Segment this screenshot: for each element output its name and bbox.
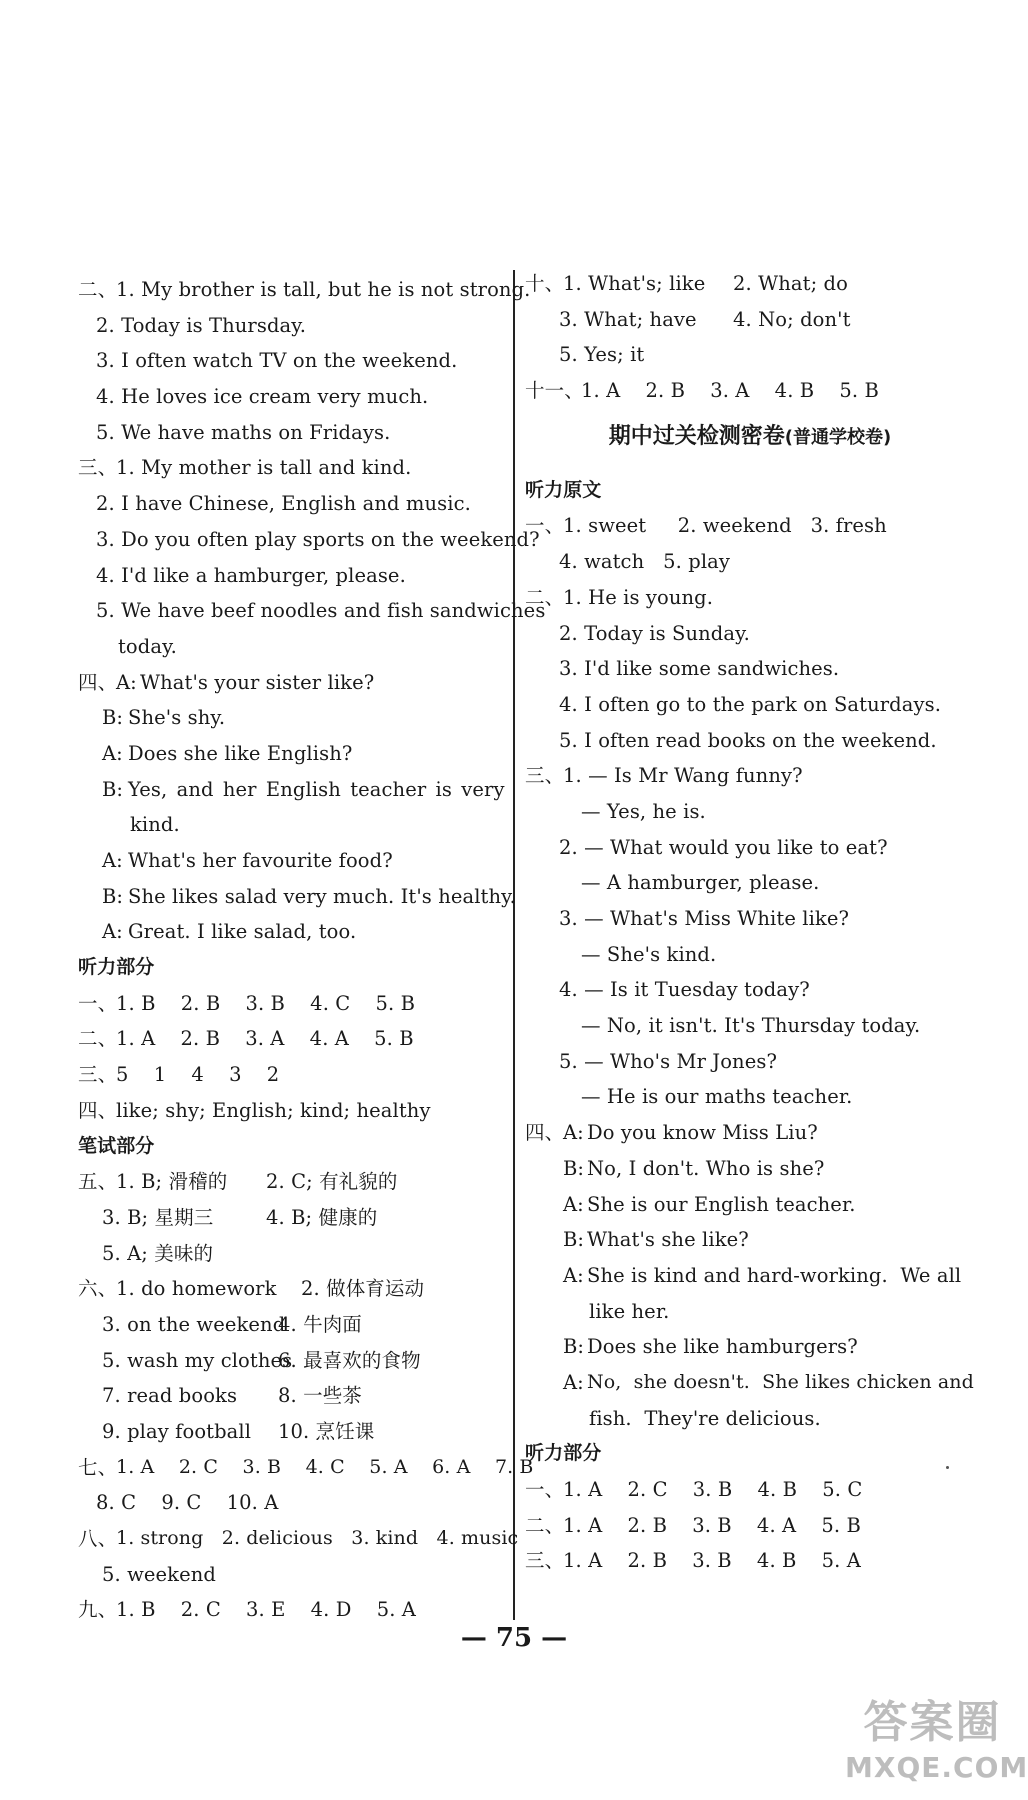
dialogue-line: kind. [130, 813, 180, 837]
watermark-logo-text: 答案圈 [863, 1697, 1002, 1748]
section-2 [78, 272, 531, 450]
answer-cell: 2. What; do [733, 272, 848, 295]
section-mark: 七、 [78, 1455, 118, 1479]
answer-line: 1. B 2. B 3. B 4. C 5. B [116, 991, 416, 1015]
dialogue-line: Do you know Miss Liu? [587, 1121, 818, 1145]
section-mark: 三、 [525, 1549, 565, 1573]
answer-line: 1. strong 2. delicious 3. kind 4. music [116, 1527, 519, 1550]
exam-title-sub: (普通学校卷) [784, 426, 892, 448]
speaker-label: B: [102, 706, 124, 730]
speaker-label: A: [102, 920, 123, 944]
answer-cell: 5. wash my clothes [102, 1348, 293, 1372]
section-mark: 三、 [78, 1063, 118, 1087]
answer-cell: 9. play football [102, 1420, 252, 1443]
answer-line: 4. watch 5. play [559, 550, 730, 574]
answer-line: 1. A 2. B 3. B 4. B 5. A [563, 1549, 861, 1573]
answer-cell: 4. 牛肉面 [278, 1312, 362, 1336]
dialogue-line: 1. — Is Mr Wang funny? [563, 764, 803, 788]
answer-cell: 4. No; don't [733, 307, 851, 331]
answer-line: 2. Today is Thursday. [96, 313, 307, 337]
section-mark: 四、 [78, 1098, 118, 1122]
section-6 [78, 1271, 508, 1449]
script-section-3 [525, 758, 975, 1115]
dialogue-line: — A hamburger, please. [581, 871, 820, 895]
answer-line: 3. I often watch TV on the weekend. [96, 349, 458, 373]
listening-header: 听力部分 [525, 1442, 602, 1465]
watermark-url: MXQE.COM [845, 1751, 1028, 1784]
speaker-label: B: [563, 1228, 585, 1252]
answer-line: 4. He loves ice cream very much. [96, 385, 429, 409]
script-section-4 [525, 1115, 975, 1436]
answer-line: 1. A 2. C 3. B 4. C 5. A 6. A 7. B [116, 1455, 534, 1478]
answer-cell: 7. read books [102, 1384, 238, 1408]
answer-line: 1. A 2. C 3. B 4. B 5. C [563, 1478, 863, 1501]
section-mark: 四、 [78, 670, 118, 694]
speck-mark [946, 1466, 949, 1469]
dialogue-line: What's she like? [587, 1228, 749, 1252]
answer-line: 1. He is young. [563, 585, 714, 609]
answer-line: 1. A 2. B 3. A 4. A 5. B [116, 1027, 414, 1051]
dialogue-line: Does she like English? [128, 741, 353, 765]
written-header: 笔试部分 [78, 1134, 155, 1157]
speaker-label: A: [563, 1121, 584, 1145]
answer-line: 5. We have maths on Fridays. [96, 420, 391, 444]
speaker-label: A: [563, 1263, 584, 1287]
section-mark: 一、 [525, 514, 565, 538]
answer-cell: 6. 最喜欢的食物 [278, 1348, 421, 1372]
answer-cell: 2. C; 有礼貌的 [266, 1170, 398, 1194]
answer-line: 2. I have Chinese, English and music. [96, 492, 471, 516]
dialogue-line: — Yes, he is. [581, 799, 706, 823]
answer-cell: 2. 做体育运动 [301, 1277, 425, 1301]
script-section-2 [525, 580, 975, 758]
dialogue-line: She's shy. [128, 706, 226, 730]
answer-line: 1. A 2. B 3. A 4. B 5. B [581, 379, 879, 403]
section-mark: 三、 [525, 764, 565, 788]
answer-line: 1. My mother is tall and kind. [116, 456, 412, 480]
script-section-1 [525, 508, 975, 579]
column-divider [513, 270, 515, 1620]
section-3 [78, 450, 546, 664]
listening-header: 听力部分 [78, 956, 155, 979]
section-mark: 十、 [525, 272, 565, 295]
speaker-label: B: [563, 1335, 585, 1359]
answer-line: 1. sweet 2. weekend 3. fresh [563, 514, 887, 538]
answer-line: today. [118, 634, 177, 658]
section-mark: 二、 [525, 1513, 565, 1537]
dialogue-line: — She's kind. [581, 942, 717, 966]
answer-cell: 1. B; 滑稽的 [116, 1170, 228, 1194]
section-mark: 十一、 [525, 379, 584, 403]
speaker-label: A: [563, 1370, 584, 1394]
speaker-label: A: [116, 670, 137, 694]
answer-line: 8. C 9. C 10. A [96, 1491, 279, 1515]
answer-cell: 3. on the weekend [102, 1312, 286, 1336]
section-mark: 二、 [78, 1027, 118, 1051]
left-column [78, 272, 546, 1628]
answer-line: like; shy; English; kind; healthy [116, 1098, 431, 1122]
section-11 [525, 373, 975, 409]
section-7 [78, 1450, 534, 1521]
page-number: — 75 — [460, 1623, 568, 1653]
section-8 [78, 1521, 519, 1592]
answer-cell: 3. What; have [559, 307, 697, 331]
speaker-label: B: [563, 1156, 585, 1180]
dialogue-line: Does she like hamburgers? [587, 1335, 858, 1359]
exam-title-main: 期中过关检测密卷 [608, 423, 785, 449]
section-mark: 一、 [78, 991, 118, 1015]
dialogue-line: fish. They're delicious. [589, 1406, 821, 1430]
section-mark: 六、 [78, 1277, 118, 1301]
answer-cell: 4. B; 健康的 [266, 1205, 378, 1229]
section-mark: 一、 [525, 1478, 565, 1501]
answer-cell: 1. What's; like [563, 272, 706, 295]
section-mark: 八、 [78, 1527, 118, 1551]
answer-line: 3. Do you often play sports on the weekend? [96, 527, 540, 551]
dialogue-line: What's your sister like? [140, 670, 375, 694]
dialogue-line: — No, it isn't. It's Thursday today. [581, 1014, 921, 1038]
speaker-label: A: [102, 741, 123, 765]
answer-line: 4. I'd like a hamburger, please. [96, 563, 406, 587]
section-4-dialogue [78, 665, 516, 951]
answer-line: 4. I often go to the park on Saturdays. [559, 692, 941, 716]
dialogue-line: She is our English teacher. [587, 1192, 856, 1216]
dialogue-line: 5. — Who's Mr Jones? [559, 1049, 778, 1073]
answer-line: 5 1 4 3 2 [116, 1063, 280, 1087]
section-mark: 二、 [78, 278, 118, 301]
speaker-label: A: [102, 849, 123, 872]
answer-line: 5. I often read books on the weekend. [559, 728, 937, 752]
dialogue-line: She likes salad very much. It's healthy. [128, 884, 516, 908]
section-mark: 四、 [525, 1121, 565, 1145]
answer-line: 1. B 2. C 3. E 4. D 5. A [116, 1598, 416, 1622]
site-watermark [845, 1695, 1028, 1795]
speaker-label: A: [563, 1192, 584, 1216]
dialogue-line: Yes, and her English teacher is very [128, 777, 505, 801]
dialogue-line: No, she doesn't. She likes chicken and [587, 1370, 974, 1393]
exam-title [525, 413, 975, 461]
speaker-label: B: [102, 884, 124, 908]
speaker-label: B: [102, 777, 124, 801]
script-header: 听力原文 [525, 478, 602, 501]
dialogue-line: What's her favourite food? [128, 849, 393, 872]
dialogue-line: 4. — Is it Tuesday today? [559, 978, 810, 1002]
section-mark: 五、 [78, 1170, 118, 1194]
dialogue-line: — He is our maths teacher. [581, 1085, 853, 1109]
dialogue-line: Great. I like salad, too. [128, 920, 357, 944]
section-mark: 三、 [78, 456, 118, 480]
section-5 [78, 1164, 508, 1271]
section-mark: 二、 [525, 585, 565, 609]
dialogue-line: No, I don't. Who is she? [587, 1156, 825, 1180]
section-10 [525, 266, 975, 373]
answer-line: 5. We have beef noodles and fish sandwiches [96, 599, 546, 623]
right-column [525, 266, 975, 1579]
answer-line: 2. Today is Sunday. [559, 621, 750, 645]
dialogue-line: like her. [589, 1299, 670, 1323]
dialogue-line: 2. — What would you like to eat? [559, 835, 888, 859]
answer-line: 1. A 2. B 3. B 4. A 5. B [563, 1513, 861, 1537]
dialogue-line: 3. — What's Miss White like? [559, 907, 850, 930]
answer-cell: 3. B; 星期三 [102, 1205, 214, 1229]
answer-cell: 10. 烹饪课 [278, 1420, 375, 1443]
answer-cell: 5. Yes; it [559, 343, 645, 367]
answer-line: 3. I'd like some sandwiches. [559, 657, 840, 681]
answer-cell: 5. A; 美味的 [102, 1241, 214, 1265]
answer-line: 5. weekend [102, 1562, 216, 1586]
answer-cell: 8. 一些茶 [278, 1384, 362, 1408]
dialogue-line: She is kind and hard-working. We all [587, 1263, 962, 1287]
section-mark: 九、 [78, 1598, 118, 1622]
answer-cell: 1. do homework [116, 1277, 277, 1301]
answer-line: 1. My brother is tall, but he is not strong. [116, 278, 531, 301]
